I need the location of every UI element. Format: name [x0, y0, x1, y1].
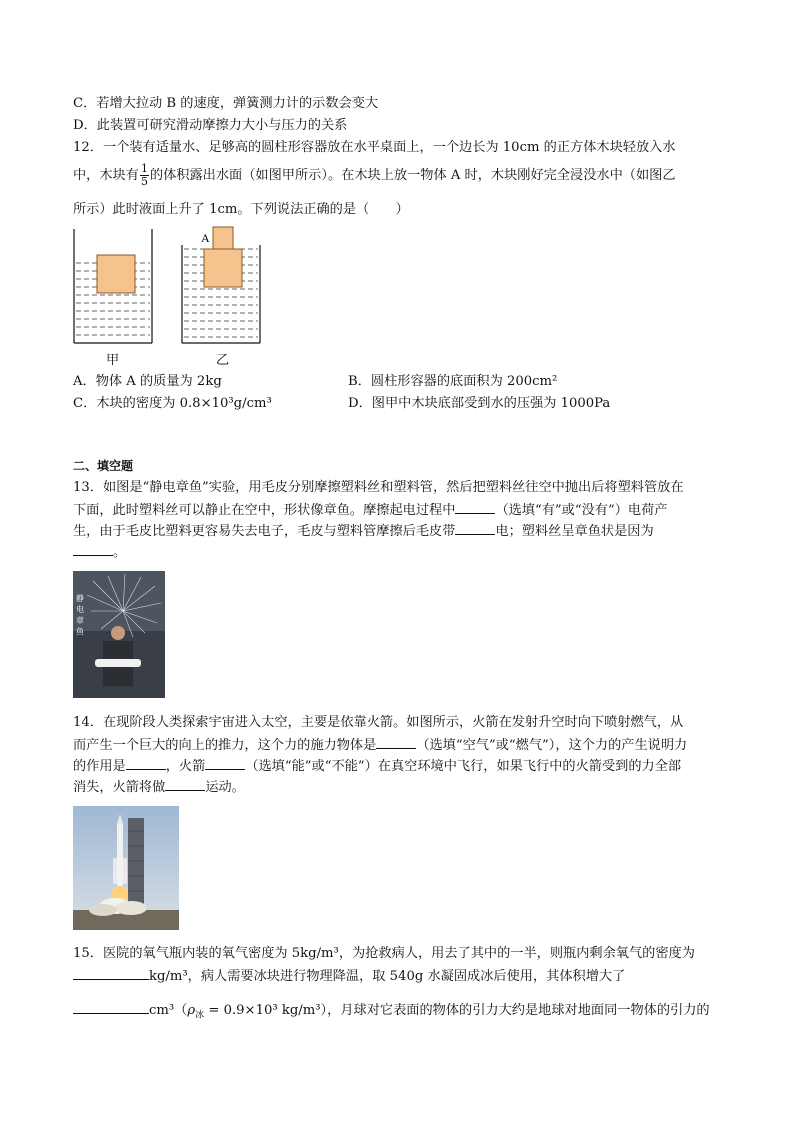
q14-line3-c: （选填“能”或“不能”）在真空环境中飞行，如果飞行中的火箭受到的力全部: [245, 759, 682, 774]
rho-value: = 0.9×10³ kg/m³: [204, 1003, 321, 1018]
q13-line4-b: 。: [113, 545, 127, 560]
q12-option-a: A．物体 A 的质量为 2kg: [73, 374, 222, 389]
rho-symbol: ρ: [187, 1003, 196, 1018]
wood-block-jia: [97, 255, 135, 293]
q13-line1: 13．如图是“静电章鱼”实验，用毛皮分别摩擦塑料丝和塑料管，然后把塑料丝往空中抛出后将塑料管放在: [73, 480, 684, 495]
q12-line2: [73, 163, 676, 189]
q14-line2-b: （选填“空气”或“燃气”），这个力的产生说明力: [416, 738, 688, 753]
container-yi: [182, 227, 260, 343]
q11-option-d: D．此装置可研究滑动摩擦力大小与压力的关系: [73, 118, 348, 133]
q13-line2-a: 下面，此时塑料丝可以静止在空中，形状像章鱼。摩擦起电过程中: [73, 503, 456, 518]
blank: [73, 1000, 149, 1014]
q14-line2-a: 而产生一个巨大的向上的推力，这个力的施力物体是: [73, 738, 377, 753]
rho-subscript: 冰: [195, 1010, 205, 1021]
q14-line4: [73, 777, 245, 797]
q14-line2: [73, 735, 687, 755]
q14-line1: 14．在现阶段人类探索宇宙进入太空，主要是依靠火箭。如图所示，火箭在发射升空时向下喷射燃气，从: [73, 715, 684, 730]
q12-line2-a: 中，木块有: [73, 168, 139, 183]
q13-line2-b: （选填“有”或“没有”）电荷产: [495, 503, 668, 518]
photo-label-3: 章: [76, 616, 84, 625]
q14-line3-b: ，火箭: [165, 759, 206, 774]
caption-jia: 甲: [106, 353, 120, 368]
container-jia: [74, 229, 152, 343]
q13-line3-b: 电；塑料丝呈章鱼状是因为: [495, 524, 654, 539]
rocket-launch-photo: [73, 806, 179, 930]
object-a-label: A: [201, 231, 210, 245]
q15-line3-b: cm³（: [149, 1003, 188, 1018]
q13-line2: [73, 500, 667, 520]
photo-label-4: 鱼: [76, 627, 84, 636]
caption-yi: 乙: [216, 353, 230, 368]
photo-label-2: 电: [76, 605, 84, 614]
q11-option-c: C．若增大拉动 B 的速度，弹簧测力计的示数会变大: [73, 96, 379, 111]
blank: [205, 756, 245, 770]
blank: [455, 500, 495, 514]
q15-line1: 15．医院的氧气瓶内装的氧气密度为 5kg/m³，为抢救病人，用去了其中的一半，则瓶内剩余氧气的密度为: [73, 946, 695, 961]
photo-label-1: 静: [76, 594, 84, 603]
q14-line3-a: 的作用是: [73, 759, 126, 774]
blank: [376, 735, 416, 749]
q14-line4-a: 消失，火箭将做: [73, 780, 166, 795]
q12-figure: [70, 225, 270, 370]
q12-option-b: B．圆柱形容器的底面积为 200cm²: [348, 374, 558, 389]
q12-line2-b: 的体积露出水面（如图甲所示）。在木块上放一物体 A 时，木块刚好完全浸没水中（如图乙: [149, 168, 676, 183]
q15-line2-b: kg/m³，病人需要冰块进行物理降温，取 540g 水凝固成冰后使用，其体积增大了: [149, 969, 626, 984]
blank: [126, 756, 166, 770]
object-a: [213, 227, 233, 249]
q13-line3-a: 生，由于毛皮比塑料更容易失去电子，毛皮与塑料管摩擦后毛皮带: [73, 524, 456, 539]
q15-line3: [73, 1000, 710, 1025]
q12-option-d: D．图甲中木块底部受到水的压强为 1000Pa: [348, 396, 611, 411]
fraction-denominator: 5: [140, 175, 148, 188]
q14-line3: [73, 756, 681, 776]
blank: [73, 542, 113, 556]
q12-line3: 所示）此时液面上升了 1cm。下列说法正确的是（ ）: [73, 202, 409, 217]
q13-line3: [73, 521, 654, 541]
q13-line4: [73, 542, 126, 562]
q15-line2: [73, 966, 625, 986]
static-octopus-photo: [73, 571, 165, 698]
q12-line1: 12．一个装有适量水、足够高的圆柱形容器放在水平桌面上，一个边长为 10cm 的正方体木块轻放入水: [73, 140, 676, 155]
q12-option-c: C．木块的密度为 0.8×10³g/cm³: [73, 396, 272, 411]
blank: [73, 966, 149, 980]
q15-line3-c: ），月球对它表面的物体的引力大约是地球对地面同一物体的引力的: [320, 1003, 710, 1018]
wood-block-yi: [204, 249, 242, 287]
section-title: 二、填空题: [73, 459, 134, 473]
blank: [165, 777, 205, 791]
q14-line4-b: 运动。: [205, 780, 245, 795]
fraction-numerator: 1: [140, 162, 148, 175]
blank: [455, 521, 495, 535]
fraction: [140, 163, 149, 188]
